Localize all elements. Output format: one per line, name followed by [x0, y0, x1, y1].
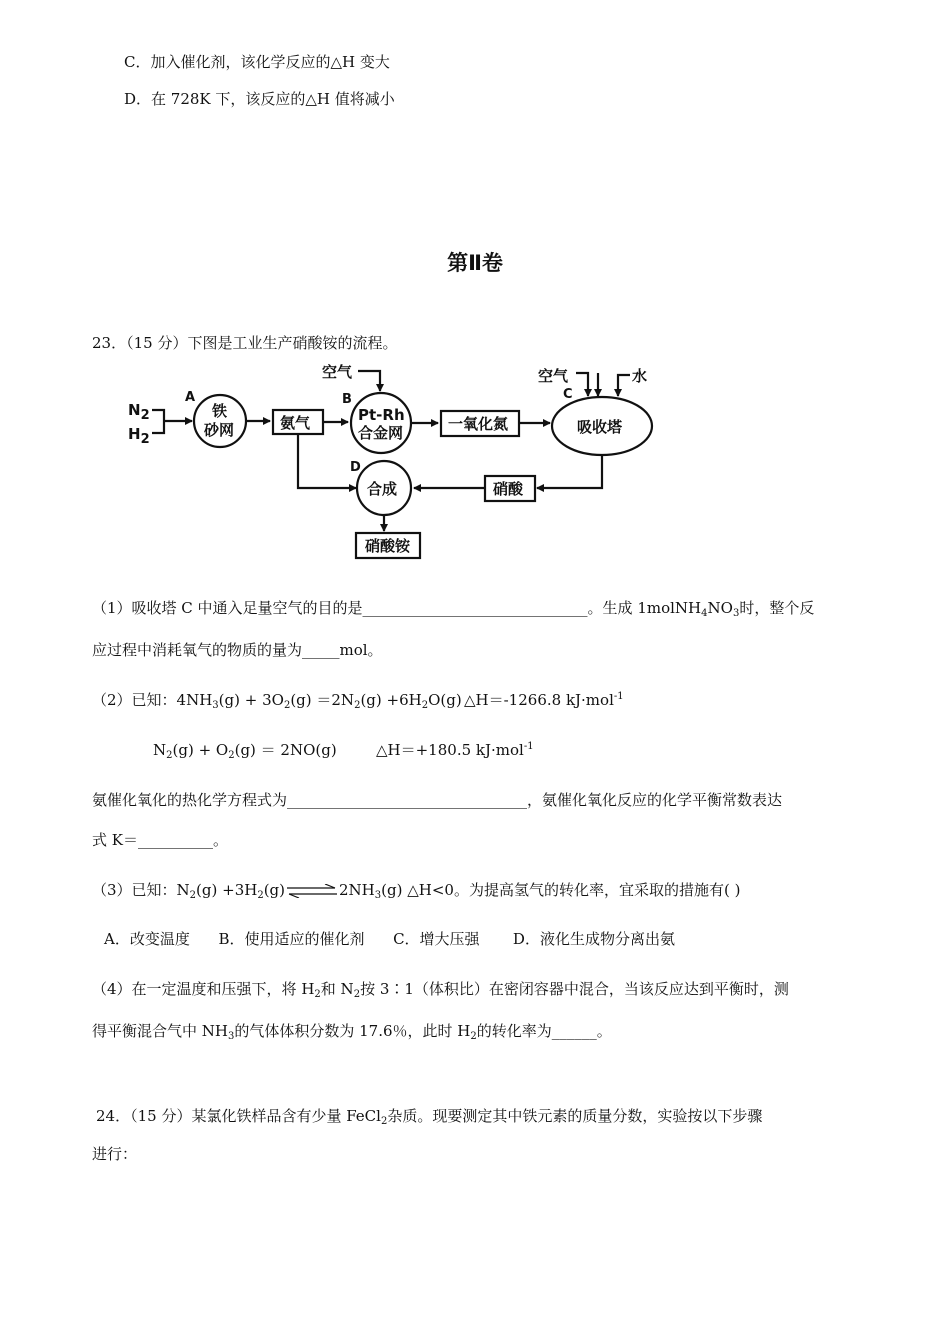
section-title: 第Ⅱ卷 [447, 251, 503, 275]
label-a: A [185, 390, 196, 405]
q23-part2-eq2: $N_2(g) + O_2(g) = 2NO(g)$ [153, 741, 337, 761]
arrow-air-ptrh [358, 371, 380, 391]
q23-part3-line1: （3）已知：$N_2(g) +3H_2(g)$ $2NH_3(g)$ △H<0。为提高氢气的转化率，宜采取的措施有( ) [92, 881, 741, 901]
absorb-text: 吸收塔 [577, 418, 623, 436]
q24-line1: 24．（15 分）某氯化铁样品含有少量 FeCl$_2$杂质。现要测定其中铁元素的质量分数，实验按以下步骤 [96, 1107, 763, 1127]
label-c: C [563, 387, 573, 402]
label-b: B [342, 392, 352, 407]
product-text: 硝酸铵 [365, 537, 411, 555]
option-d: D．在 728K 下，该反应的△H 值将减小 [124, 90, 395, 108]
water-text: 水 [632, 367, 648, 385]
feed-bracket [152, 410, 164, 433]
q23-part2-line3: 氨催化氧化的热化学方程式为________________________________，氨催化氧化反应的化学平衡常数表达 [92, 791, 783, 809]
q23-part4-line1: （4）在一定温度和压强下，将 $H_2$和 $N_2$按 3∶1（体积比）在密闭容器中混合，当该反应达到平衡时，测 [92, 980, 789, 1000]
flow-diagram [120, 363, 660, 563]
air-text-2: 空气 [538, 367, 569, 385]
ammonia-text: 氨气 [280, 414, 311, 432]
synth-text: 合成 [367, 480, 398, 498]
ptrh-text-2: 合金网 [358, 424, 404, 442]
q24-line2: 进行： [92, 1145, 138, 1163]
ptrh-text-1: Pt-Rh [358, 406, 405, 424]
n2-label: N2 [128, 401, 150, 423]
no-text: 一氧化氮 [448, 415, 509, 433]
q23-intro: 23．（15 分）下图是工业生产硝酸铵的流程。 [92, 334, 398, 352]
q23-part3-options: A．改变温度 B．使用适应的催化剂 C．增大压强 D．液化生成物分离出氨 [104, 930, 675, 948]
arrow-water-absorb [618, 375, 630, 396]
q23-part2-dh2: △H＝+180.5 kJ·mol$^{-1}$ [376, 741, 534, 759]
arrow-ammonia-synth [298, 434, 356, 488]
q23-part4-line2: 得平衡混合气中 $NH_3$的气体体积分数为 17.6％，此时 $H_2$的转化率为______。 [92, 1022, 612, 1042]
iron-text-1: 铁 [212, 402, 228, 420]
air-text-1: 空气 [322, 363, 353, 381]
label-d: D [350, 460, 361, 475]
h2-label: H2 [128, 425, 150, 447]
nitric-text: 硝酸 [493, 480, 524, 498]
q23-part1-line1: （1）吸收塔 C 中通入足量空气的目的是______________________________。生成 $1molNH_4NO_3$时，整个反 [92, 599, 815, 619]
q23-part2-line4: 式 K＝__________。 [92, 831, 228, 849]
q23-part2-dh1: △H＝-1266.8 kJ·mol$^{-1}$ [464, 691, 624, 709]
arrow-air-absorb [576, 373, 588, 396]
q23-part2-eq1: （2）已知：$4NH_3(g) + 3O_2(g) =2N_2(g) +6H_2O(g)$ [92, 691, 462, 711]
iron-text-2: 砂网 [204, 421, 235, 439]
equilibrium-arrow-icon [285, 884, 339, 898]
arrow-absorb-nitric [537, 455, 602, 488]
q23-part1-line2: 应过程中消耗氧气的物质的量为_____mol。 [92, 641, 383, 659]
option-c: C．加入催化剂，该化学反应的△H 变大 [124, 53, 390, 71]
